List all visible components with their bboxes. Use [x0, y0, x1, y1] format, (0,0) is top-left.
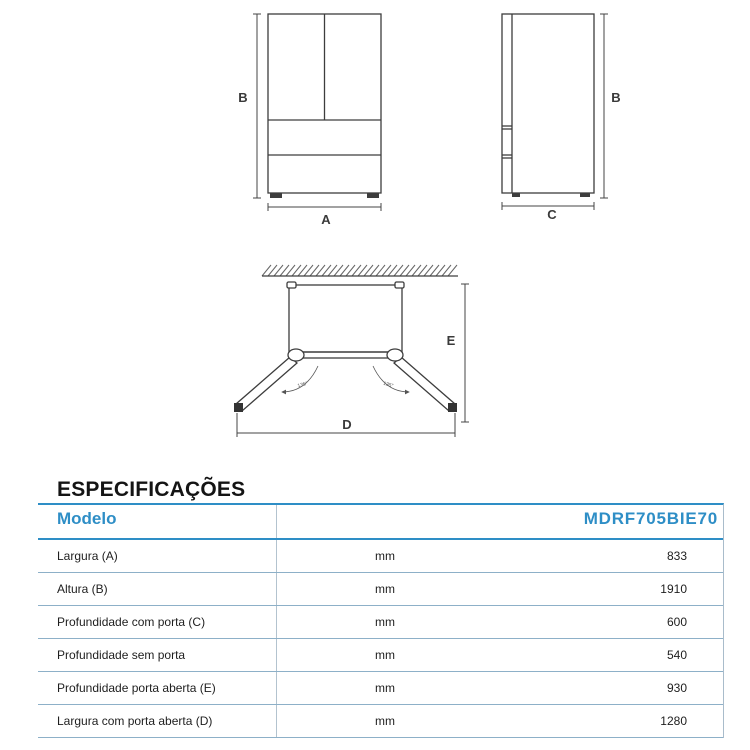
row-unit: mm [375, 681, 395, 695]
side-height-label: B [611, 90, 621, 105]
row-unit: mm [375, 582, 395, 596]
model-header-cell [38, 505, 277, 538]
open-depth-dimension-line [461, 284, 469, 422]
right-hinge-cap [395, 282, 404, 288]
left-hinge-cap [287, 282, 296, 288]
row-unit: mm [375, 615, 395, 629]
row-label: Profundidade com porta (C) [38, 606, 277, 638]
top-front-edge [298, 352, 393, 358]
table-row [38, 540, 723, 573]
top-body-outline [289, 285, 402, 352]
row-value: 833 [666, 549, 687, 563]
model-header-value: MDRF705BIE70 [583, 508, 718, 528]
row-value: 1910 [660, 582, 687, 596]
row-value: 540 [666, 648, 687, 662]
table-row [38, 606, 723, 639]
row-label: Largura (A) [38, 540, 277, 572]
row-value: 1280 [660, 714, 687, 728]
front-view [268, 14, 381, 193]
model-value-cell [277, 505, 723, 538]
row-value: 600 [666, 615, 687, 629]
specifications-table [38, 503, 724, 738]
row-label: Largura com porta aberta (D) [38, 705, 277, 737]
table-row [38, 672, 723, 705]
left-door-open [236, 357, 297, 411]
wall-hatching [262, 265, 457, 276]
row-label: Profundidade porta aberta (E) [38, 672, 277, 704]
front-width-label: A [321, 212, 331, 227]
side-view [502, 14, 594, 193]
right-door-handle [448, 403, 457, 412]
row-value: 930 [666, 681, 687, 695]
open-depth-label: E [446, 333, 456, 348]
side-depth-label: C [547, 207, 557, 222]
front-height-dimension-line [253, 14, 261, 198]
top-view [236, 282, 455, 411]
table-row [38, 573, 723, 606]
table-row [38, 705, 723, 738]
right-door-angle-label: 135° [382, 380, 395, 390]
side-height-dimension-line [600, 14, 608, 198]
right-door-hinge [387, 349, 403, 361]
left-door-handle [234, 403, 243, 412]
row-label: Profundidade sem porta [38, 639, 277, 671]
left-door-angle-label: 135° [296, 380, 309, 390]
side-back-foot [580, 193, 590, 197]
left-door-hinge [288, 349, 304, 361]
side-body-outline [502, 14, 594, 193]
row-unit: mm [375, 714, 395, 728]
table-row [38, 639, 723, 672]
row-label: Altura (B) [38, 573, 277, 605]
specifications-title: ESPECIFICAÇÕES [57, 478, 246, 501]
model-header-label: Modelo [57, 508, 117, 528]
side-front-foot [512, 193, 520, 197]
right-door-open [394, 357, 455, 411]
front-left-foot [270, 193, 282, 198]
row-unit: mm [375, 648, 395, 662]
open-width-label: D [342, 417, 352, 432]
front-width-dimension-line [268, 203, 381, 211]
front-height-label: B [238, 90, 248, 105]
row-unit: mm [375, 549, 395, 563]
front-right-foot [367, 193, 379, 198]
table-header-row [38, 505, 723, 540]
